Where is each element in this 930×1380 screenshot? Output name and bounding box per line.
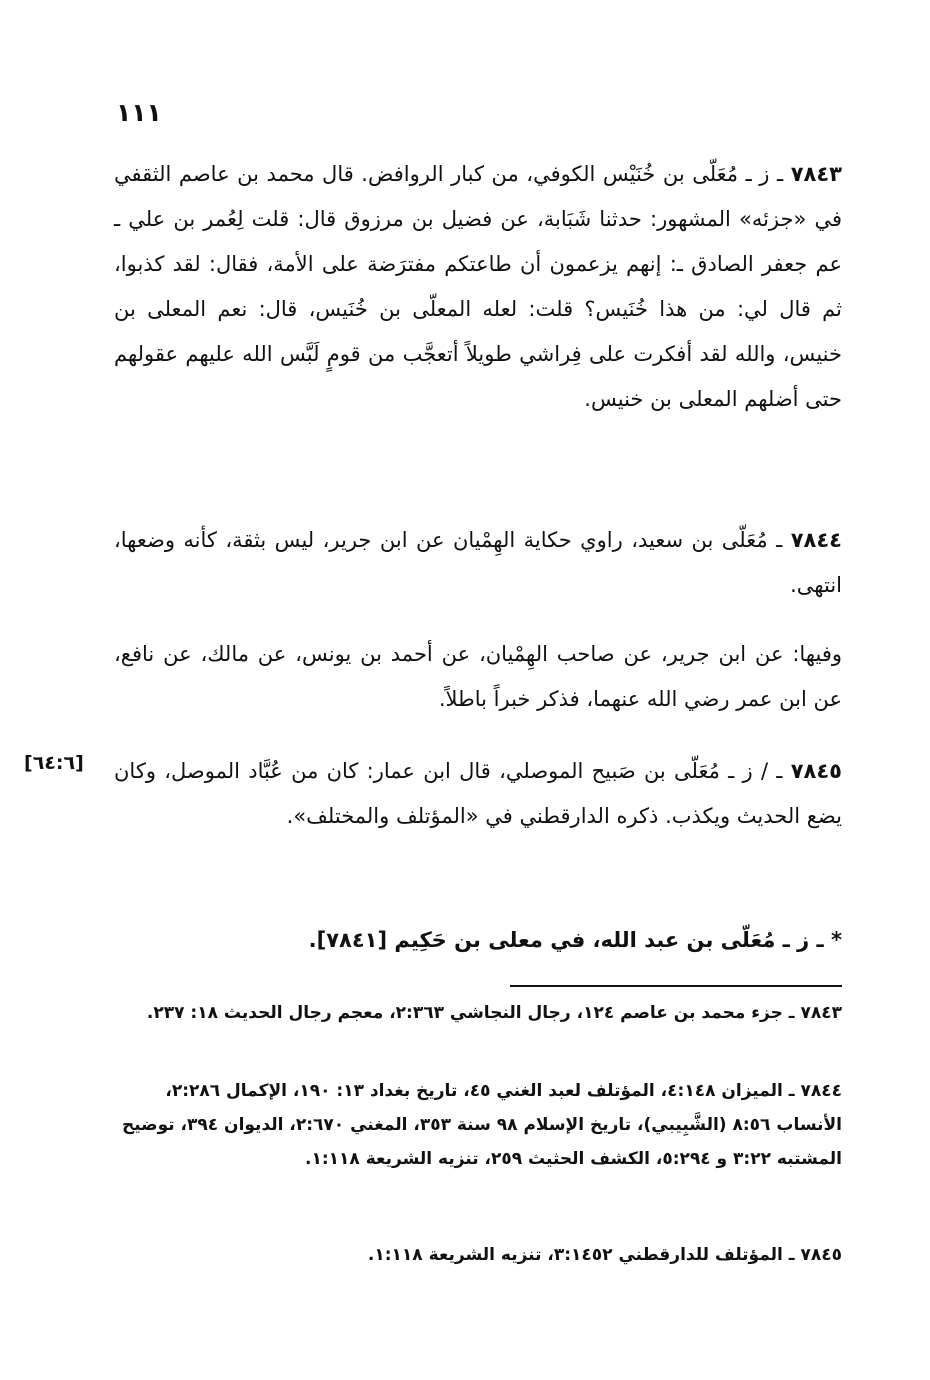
entry-7845 [114, 749, 842, 839]
entry-7843 [114, 152, 842, 422]
entry-number: ٧٨٤٣ [790, 162, 842, 186]
footnote-7843 [114, 996, 842, 1030]
margin-reference: [٦٤:٦] [24, 752, 84, 774]
footnote-number: ٧٨٤٥ [800, 1245, 842, 1265]
entry-text: ـ ز ـ مُعَلّى بن خُنَيْس الكوفي، من كبار الروافض. قال محمد بن عاصم الثقفي في «جزئه» المشهور: حدثنا شَبَابة، عن فضيل بن مرزوق قال: قلت لِعُمر بن علي ـ عم جعفر الصادق ـ: إنهم يزعمون أن طاعتكم مفترَضة على الأمة، فقال: لقد كذبوا، ثم قال لي: من هذا خُنَيس؟ قلت: لعله المعلّى بن خُنَيس، قال: نعم المعلى بن خنيس، والله لقد أفكرت على فِراشي طويلاً أتعجَّب من قومٍ لَبَّس الله عليهم عقولهم حتى أضلهم المعلى بن خنيس. [114, 162, 842, 411]
footnote-7844 [114, 1074, 842, 1176]
entry-text: ـ مُعَلّى بن سعيد، راوي حكاية الهِمْيان عن ابن جرير، ليس بثقة، كأنه وضعها، انتهى. [114, 528, 842, 597]
entry-text: * ـ ز ـ مُعَلّى بن عبد الله، في معلى بن حَكِيم [٧٨٤١]. [308, 928, 842, 952]
entry-text: وفيها: عن ابن جرير، عن صاحب الهِمْيان، عن أحمد بن يونس، عن مالك، عن نافع، عن ابن عمر رضي الله عنهما، فذكر خبراً باطلاً. [114, 642, 842, 711]
footnote-number: ٧٨٤٤ [800, 1081, 842, 1101]
entry-7844-continuation [114, 632, 842, 722]
footnote-text: ـ المؤتلف للدارقطني ٣:١٤٥٢، تنزيه الشريعة ١:١١٨. [367, 1245, 795, 1265]
entry-number: ٧٨٤٤ [790, 528, 842, 552]
footnote-7845 [114, 1238, 842, 1272]
footnote-number: ٧٨٤٣ [800, 1003, 842, 1023]
entry-number: ٧٨٤٥ [790, 759, 842, 783]
footnote-divider [510, 985, 842, 987]
footnote-text: ـ الميزان ٤:١٤٨، المؤتلف لعبد الغني ٤٥، تاريخ بغداد ١٣: ١٩٠، الإكمال ٢:٢٨٦، الأنساب ٨:٥٦ (الشَّبِيبي)، تاريخ الإسلام ٩٨ سنة ٣٥٣، المغني ٢:٦٧٠، الديوان ٣٩٤، توضيح المشتبه ٣:٢٢ و ٥:٢٩٤، الكشف الحثيث ٢٥٩، تنزيه الشريعة ١:١١٨. [121, 1081, 842, 1169]
entry-text: ـ / ز ـ مُعَلّى بن صَبيح الموصلي، قال ابن عمار: كان من عُبَّاد الموصل، وكان يضع الحديث ويكذب. ذكره الدارقطني في «المؤتلف والمختلف». [114, 759, 842, 828]
cross-reference-entry [114, 918, 842, 963]
entry-7844 [114, 518, 842, 608]
page-number: ١١١ [116, 98, 162, 127]
footnote-text: ـ جزء محمد بن عاصم ١٢٤، رجال النجاشي ٢:٣٦٣، معجم رجال الحديث ١٨: ٢٣٧. [146, 1003, 795, 1023]
